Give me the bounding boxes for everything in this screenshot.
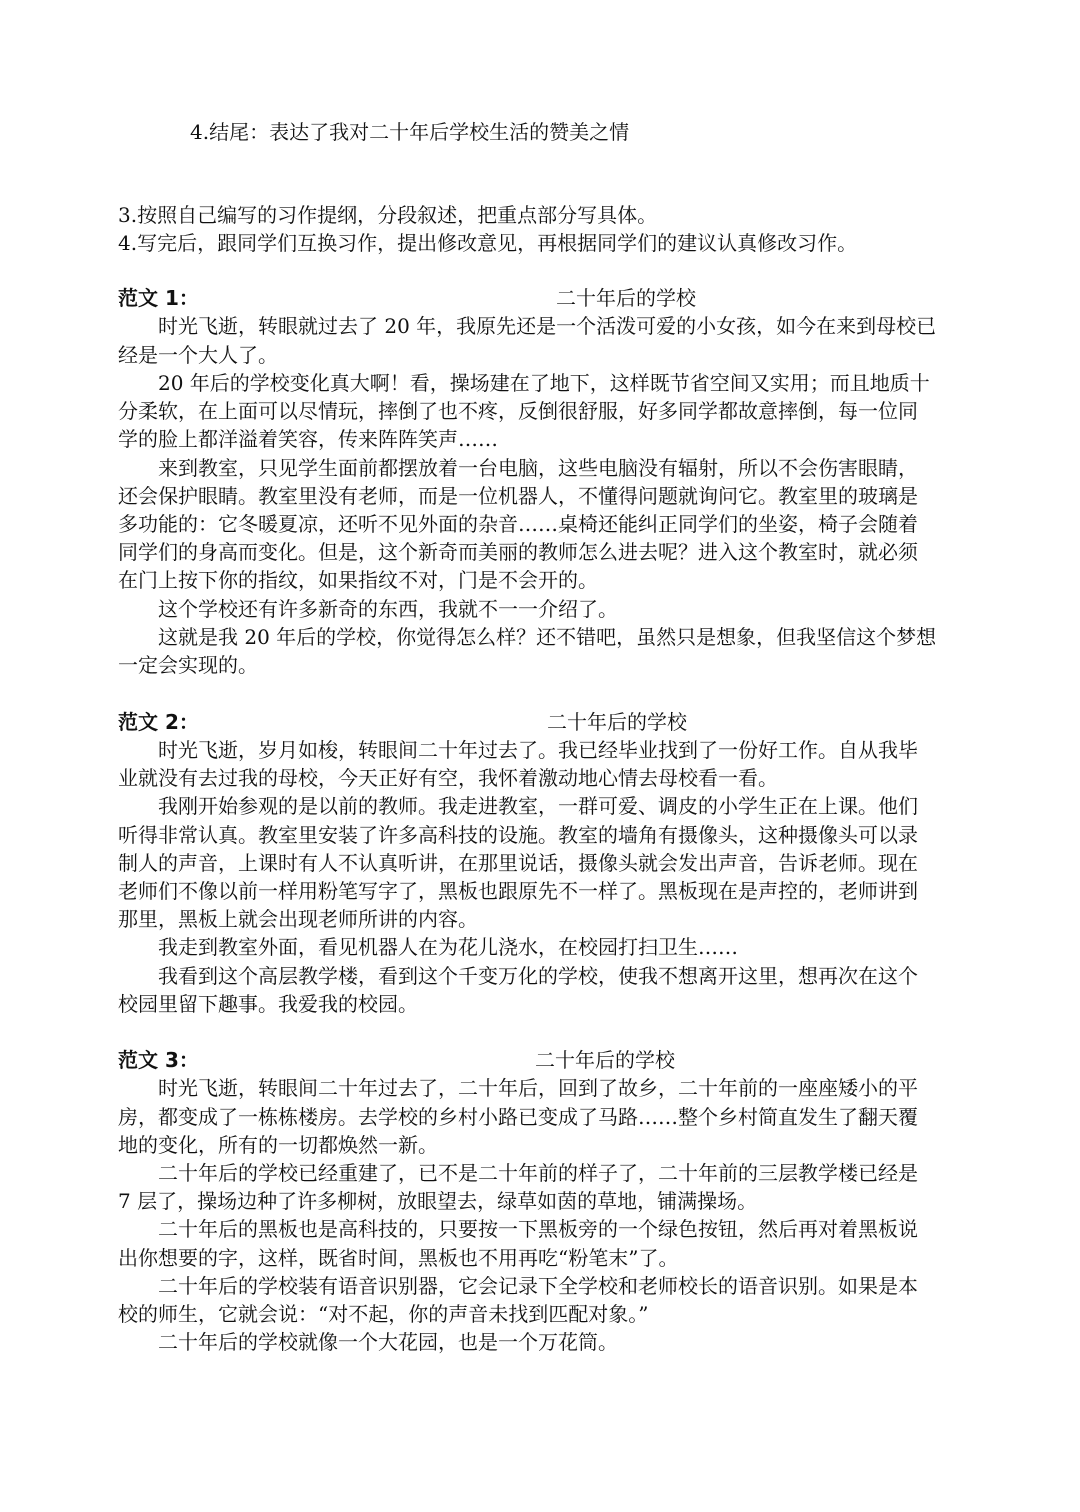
paragraph-line: 我走到教室外面，看见机器人在为花儿浇水，在校园打扫卫生…… — [158, 935, 738, 959]
paragraph-line: 听得非常认真。教室里安装了许多高科技的设施。教室的墙角有摄像头，这种摄像头可以录 — [118, 823, 918, 847]
paragraph-line: 出你想要的字，这样，既省时间，黑板也不用再吃“粉笔末”了。 — [118, 1246, 679, 1270]
paragraph-line: 我刚开始参观的是以前的教师。我走进教室，一群可爱、调皮的小学生正在上课。他们 — [158, 794, 918, 818]
paragraph-line: 时光飞逝，转眼间二十年过去了，二十年后，回到了故乡，二十年前的一座座矮小的平 — [158, 1076, 918, 1100]
paragraph-line: 校的师生，它就会说：“对不起，你的声音未找到匹配对象。” — [118, 1302, 649, 1326]
essay-title: 二十年后的学校 — [547, 710, 687, 734]
paragraph-line: 经是一个大人了。 — [118, 343, 278, 367]
paragraph-line: 二十年后的学校就像一个大花园，也是一个万花筒。 — [158, 1330, 618, 1354]
step-item: 4.写完后，跟同学们互换习作，提出修改意见，再根据同学们的建议认真修改习作。 — [118, 231, 858, 255]
paragraph-line: 那里，黑板上就会出现老师所讲的内容。 — [118, 907, 478, 931]
paragraph-line: 在门上按下你的指纹，如果指纹不对，门是不会开的。 — [118, 568, 598, 592]
essay-label: 范文 3： — [118, 1048, 199, 1072]
paragraph-line: 二十年后的学校装有语音识别器，它会记录下全学校和老师校长的语音识别。如果是本 — [158, 1274, 918, 1298]
paragraph-line: 制人的声音，上课时有人不认真听讲，在那里说话，摄像头就会发出声音，告诉老师。现在 — [118, 851, 918, 875]
paragraph-line: 地的变化，所有的一切都焕然一新。 — [118, 1133, 438, 1157]
paragraph-line: 这就是我 20 年后的学校，你觉得怎么样？还不错吧，虽然只是想象，但我坚信这个梦想 — [158, 625, 937, 649]
paragraph-line: 还会保护眼睛。教室里没有老师，而是一位机器人，不懂得问题就询问它。教室里的玻璃是 — [118, 484, 918, 508]
essay-title: 二十年后的学校 — [556, 286, 696, 310]
paragraph-line: 来到教室，只见学生面前都摆放着一台电脑，这些电脑没有辐射，所以不会伤害眼睛， — [158, 456, 918, 480]
paragraph-line: 一定会实现的。 — [118, 653, 258, 677]
step-item: 3.按照自己编写的习作提纲，分段叙述，把重点部分写具体。 — [118, 203, 658, 227]
paragraph-line: 二十年后的学校已经重建了，已不是二十年前的样子了，二十年前的三层教学楼已经是 — [158, 1161, 918, 1185]
paragraph-line: 时光飞逝，岁月如梭，转眼间二十年过去了。我已经毕业找到了一份好工作。自从我毕 — [158, 738, 918, 762]
paragraph-line: 房，都变成了一栋栋楼房。去学校的乡村小路已变成了马路……整个乡村简直发生了翻天覆 — [118, 1105, 918, 1129]
paragraph-line: 分柔软，在上面可以尽情玩，摔倒了也不疼，反倒很舒服，好多同学都故意摔倒，每一位同 — [118, 399, 918, 423]
paragraph-line: 学的脸上都洋溢着笑容，传来阵阵笑声…… — [118, 427, 498, 451]
paragraph-line: 我看到这个高层教学楼，看到这个千变万化的学校，使我不想离开这里，想再次在这个 — [158, 964, 918, 988]
paragraph-line: 多功能的：它冬暖夏凉，还听不见外面的杂音……桌椅还能纠正同学们的坐姿，椅子会随着 — [118, 512, 918, 536]
paragraph-line: 业就没有去过我的母校，今天正好有空，我怀着激动地心情去母校看一看。 — [118, 766, 778, 790]
outline-item: 4.结尾：表达了我对二十年后学校生活的赞美之情 — [190, 120, 630, 144]
essay-label: 范文 1： — [118, 286, 199, 310]
paragraph-line: 20 年后的学校变化真大啊！看，操场建在了地下，这样既节省空间又实用；而且地质十 — [158, 371, 930, 395]
paragraph-line: 7 层了，操场边种了许多柳树，放眼望去，绿草如茵的草地，铺满操场。 — [118, 1189, 758, 1213]
essay-title: 二十年后的学校 — [535, 1048, 675, 1072]
paragraph-line: 校园里留下趣事。我爱我的校园。 — [118, 992, 418, 1016]
paragraph-line: 时光飞逝，转眼就过去了 20 年，我原先还是一个活泼可爱的小女孩，如今在来到母校已 — [158, 314, 937, 338]
paragraph-line: 这个学校还有许多新奇的东西，我就不一一介绍了。 — [158, 597, 618, 621]
paragraph-line: 二十年后的黑板也是高科技的，只要按一下黑板旁的一个绿色按钮，然后再对着黑板说 — [158, 1217, 918, 1241]
paragraph-line: 老师们不像以前一样用粉笔写字了，黑板也跟原先不一样了。黑板现在是声控的，老师讲到 — [118, 879, 918, 903]
paragraph-line: 同学们的身高而变化。但是，这个新奇而美丽的教师怎么进去呢？进入这个教室时，就必须 — [118, 540, 918, 564]
essay-label: 范文 2： — [118, 710, 199, 734]
